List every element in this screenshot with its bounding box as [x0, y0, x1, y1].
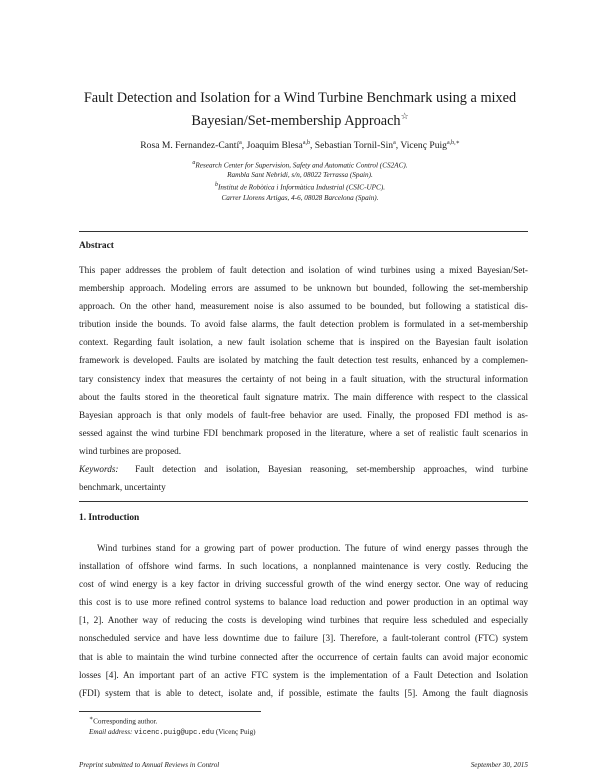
intro-line: that is able to maintain the wind turbine connected after the occurrence of certain faults can avoid major economic — [79, 651, 528, 662]
author-name: Joaquim Blesa — [246, 140, 303, 152]
affiliation-a-line-2: Rambla Sant Nebridi, s/n, 08022 Terrassa (Spain). — [227, 171, 373, 180]
title-line-1: Fault Detection and Isolation for a Wind Turbine Benchmark using a mixed — [83, 90, 517, 106]
introduction-heading: 1. Introduction — [79, 513, 140, 523]
author-name: Sebastian Tornil-Sin — [314, 140, 394, 152]
abstract-body — [79, 261, 528, 496]
author-affil-mark: a — [239, 140, 242, 146]
abstract-line: Bayesian approach is that only models of fault-free behavior are used. Finally, the proposed FDI method is as- — [79, 409, 528, 420]
affiliation-b-line-1: $^b$Institut de Robòtica i Informàtica Industrial (CSIC-UPC). — [214, 182, 386, 192]
abstract-line: about the faults stored in the theoretical fault signature matrix. The main difference with respect to the classical — [79, 391, 528, 402]
footnote-email: Email address: vicenc.puig@upc.edu (Vicenç Puig) — [89, 727, 256, 737]
abstract-line: tribution inside the bounds. To avoid false alarms, the fault detection problem is formulated in a set-membership — [79, 319, 528, 330]
preprint-note: Preprint submitted to Annual Reviews in Control — [79, 761, 220, 769]
title-footnote-star: ☆ — [400, 111, 409, 121]
abstract-line: This paper addresses the problem of fault detection and isolation of wind turbines using a mixed Bayesian/Set- — [79, 265, 528, 275]
intro-line: losses [4]. An important part of an active FTC system is the implementation of a Fault Detection and Isolation — [79, 669, 528, 680]
submission-date: September 30, 2015 — [470, 761, 528, 769]
footnote — [79, 714, 256, 738]
affiliation-b-line-2: Carrer Llorens Artigas, 4-6, 08028 Barcelona (Spain). — [221, 193, 379, 202]
abstract-bottom-rule — [79, 501, 528, 502]
intro-line: (FDI) system that is able to detect, isolate and, if possible, estimate the faults [5]. Among the fault diagnosis — [79, 687, 528, 698]
abstract-heading: Abstract — [79, 241, 114, 251]
intro-line: [1, 2]. Another way of reducing the costs is developing wind turbines that require less scheduled and especially — [79, 615, 528, 626]
paper-title — [60, 89, 540, 130]
keywords-label: Keywords: — [79, 464, 119, 475]
abstract-line: membership approach. Modeling errors are assumed to be unknown but bounded, following the set-membership — [79, 283, 528, 294]
abstract-line: context. Regarding fault isolation, a new fault isolation scheme that is inspired on the Bayesian fault isolation — [79, 337, 528, 348]
abstract-line: sessed against the wind turbine FDI benchmark proposed in the literature, where a set of realistic fault scenarios in — [79, 427, 528, 438]
footnote-corresponding: ∗Corresponding author. — [89, 716, 158, 726]
introduction-body — [79, 539, 528, 702]
abstract-top-rule — [79, 231, 528, 232]
abstract-line: approach. On the other hand, measurement noise is also assumed to be bounded, but following a statistical dis- — [79, 301, 528, 312]
keywords-line-2: benchmark, uncertainty — [79, 482, 166, 493]
intro-line: cost of wind energy is a key factor in driving successful growth of the wind energy sector. One way of reducing — [79, 579, 528, 590]
title-line-2: Bayesian/Set-membership Approach☆ — [191, 111, 409, 129]
intro-line: installation of offshore wind farms. In such locations, a nonplanned maintenance is very costly. Reducing the — [79, 561, 528, 572]
footnote-rule — [79, 711, 261, 712]
author-name: Vicenç Puig — [400, 140, 447, 152]
author-list: Rosa M. Fernandez-Cantí$^a$, Joaquim Blesa$^{a,b}$, Sebastian Tornil-Sin$^a$, Vicenç Puig$^{a,b,∗}$ — [140, 140, 460, 152]
abstract-line: wind turbines are proposed. — [79, 445, 182, 456]
intro-line: nonscheduled service and have less downtime due to failure [3]. Therefore, a fault-tolerant control (FTC) system — [79, 633, 528, 644]
abstract-line: framework is developed. Faults are isolated by matching the fault detection test results, enhanced by a complemen- — [79, 355, 528, 366]
intro-line: Wind turbines stand for a growing part of power production. The future of wind energy passes through the — [97, 543, 528, 553]
affiliations — [100, 158, 500, 203]
abstract-line: tary consistency index that measures the certainty of not being in a fault situation, with the structural information — [79, 373, 528, 384]
keywords-line-1: Keywords: Fault detection and isolation, Bayesian reasoning, set-membership approaches, wind turbine — [79, 464, 528, 475]
intro-line: this cost is to use more refined control systems to balance load reduction and power production in an optimal way — [79, 597, 528, 608]
author-affil-mark: a,b,∗ — [446, 140, 460, 146]
affiliation-a-line-1: $^a$Research Center for Supervision, Safety and Automatic Control (CS2AC). — [192, 160, 408, 170]
author-name: Rosa M. Fernandez-Cantí — [140, 140, 240, 152]
author-affil-mark: a,b — [302, 140, 310, 146]
author-affil-mark: a — [393, 140, 396, 146]
email-address: vicenc.puig@upc.edu — [134, 728, 215, 737]
